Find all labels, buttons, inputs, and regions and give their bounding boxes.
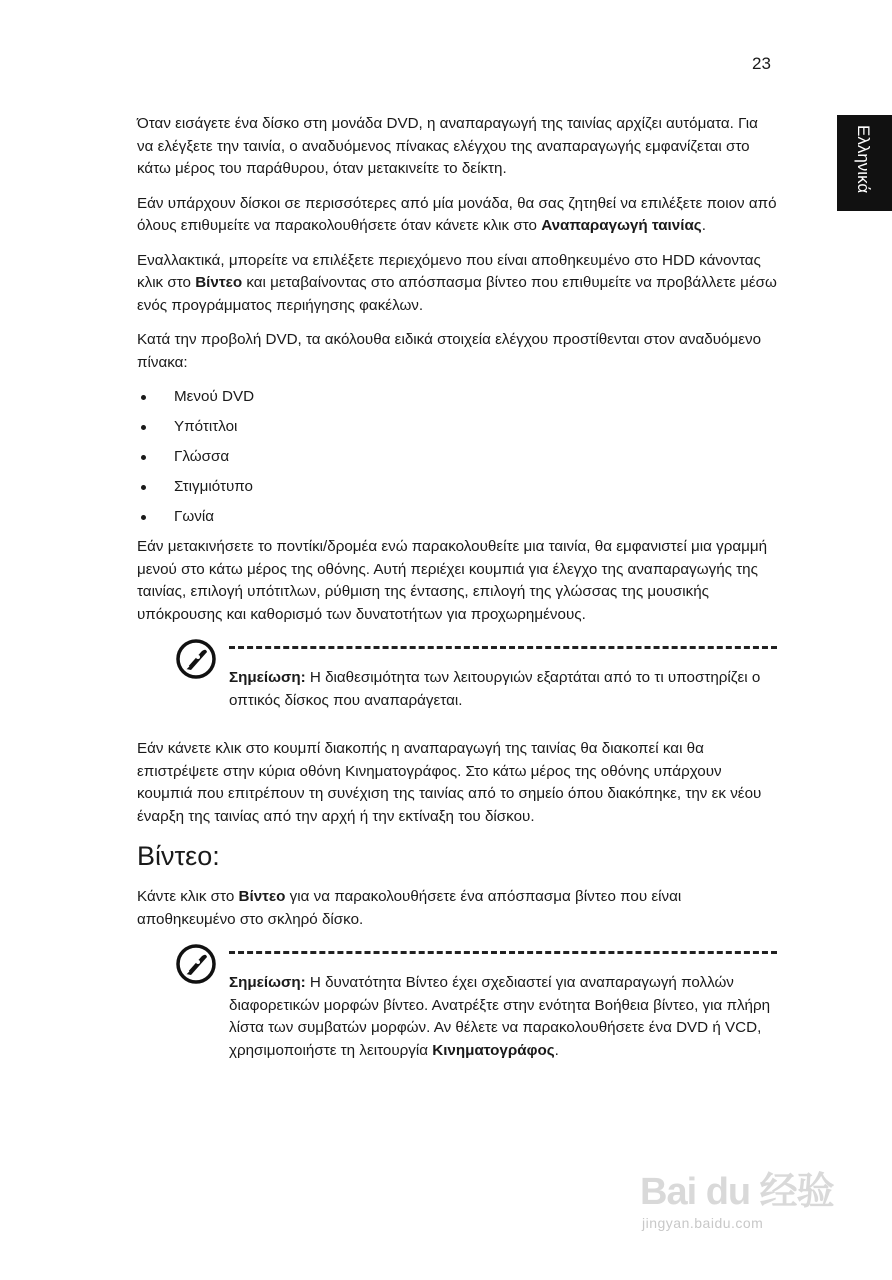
- text: Η δυνατότητα Βίντεο έχει σχεδιαστεί για αναπαραγωγή πολλών διαφορετικών μορφών βίντεο. Ανατρέξτε στην ενότητα Βοήθεια βίντεο, για πλήρη λίστα των συμβατών μορφών. Αν θέλετε να παρακολουθήσετε ένα DVD ή VCD, χρησιμοποιήστε τη λειτουργία: [229, 974, 771, 1059]
- paragraph: Εάν κάνετε κλικ στο κουμπί διακοπής η αναπαραγωγή της ταινίας θα διακοπεί και θα επιστρέψετε στην κύρια οθόνη Κινηματογράφος. Στο κάτω μέρος της οθόνης υπάρχουν κουμπιά που επιτρέπουν τη συνέχιση της ταινίας από το σημείο όπου διακόπηκε, την εκ νέου έναρξη της ταινίας από την αρχή ή την εκτίναξη του δίσκου.: [137, 740, 762, 825]
- language-tab: [837, 115, 892, 211]
- section-title: Βίντεο:: [137, 841, 220, 871]
- note-text: [229, 972, 774, 1062]
- note-pen-icon: [175, 638, 217, 680]
- note-pen-icon: [175, 943, 217, 985]
- controls-list: [137, 386, 777, 529]
- dashed-divider: [229, 951, 777, 954]
- text: .: [701, 217, 706, 234]
- note-text: [229, 667, 774, 712]
- paragraph: Κατά την προβολή DVD, τα ακόλουθα ειδικά στοιχεία ελέγχου προστίθενται στον αναδυόμενο πίνακα:: [137, 331, 762, 371]
- text: Εναλλακτικά, μπορείτε να επιλέξετε περιεχόμενο που είναι αποθηκευμένο στο HDD κάνοντας κλικ στο: [137, 251, 761, 291]
- bold-term: Βίντεο: [195, 274, 243, 291]
- text: και μεταβαίνοντας στο απόσπασμα βίντεο που επιθυμείτε να προβάλλετε μέσω ενός προγράμματος περιήγησης φακέλων.: [137, 274, 777, 314]
- text: Κάντε κλικ στο: [137, 888, 239, 905]
- list-item: Υπότιτλοι: [137, 416, 777, 439]
- paragraph: [137, 886, 777, 931]
- bold-term: Αναπαραγωγή ταινίας: [541, 217, 702, 234]
- watermark-url: jingyan.baidu.com: [642, 1215, 764, 1231]
- language-tab-label: Ελληνικά: [854, 125, 873, 194]
- list-item: Γλώσσα: [137, 446, 777, 469]
- note-label: Σημείωση:: [229, 669, 306, 686]
- bold-term: Βίντεο: [238, 888, 286, 905]
- paragraph: [137, 250, 777, 318]
- text: Εάν υπάρχουν δίσκοι σε περισσότερες από μία μονάδα, θα σας ζητηθεί να επιλέξετε ποιον από όλους επιθυμείτε να παρακολουθήσετε όταν κάνετε κλικ στο: [137, 194, 777, 234]
- note-label: Σημείωση:: [229, 974, 306, 991]
- text: Η διαθεσιμότητα των λειτουργιών εξαρτάται από το τι υποστηρίζει ο οπτικός δίσκος που αναπαράγεται.: [229, 669, 761, 709]
- text: για να παρακολουθήσετε ένα απόσπασμα βίντεο που είναι αποθηκευμένο στο σκληρό δίσκο.: [137, 888, 682, 928]
- list-item: Στιγμιότυπο: [137, 476, 777, 499]
- note-box: [137, 951, 777, 1062]
- page-number: 23: [752, 54, 771, 73]
- bold-term: Κινηματογράφος: [432, 1041, 555, 1059]
- list-item: Γωνία: [137, 506, 777, 529]
- paragraph: Εάν μετακινήσετε το ποντίκι/δρομέα ενώ παρακολουθείτε μια ταινία, θα εμφανιστεί μια γραμμή μενού στο κάτω μέρος της οθόνης. Αυτή περιέχει κουμπιά για έλεγχο της αναπαραγωγής της ταινίας, επιλογή υπότιτλων, ρύθμιση της έντασης, επιλογή της γλώσσας της μουσικής υπόκρουσης και καθορισμό των δυνατοτήτων για προχωρημένους.: [137, 538, 768, 623]
- watermark-logo: [640, 1130, 870, 1240]
- document-body: [137, 113, 777, 1088]
- list-item: Μενού DVD: [137, 386, 777, 409]
- paragraph: [137, 193, 777, 238]
- text: .: [554, 1041, 559, 1059]
- paragraph: Όταν εισάγετε ένα δίσκο στη μονάδα DVD, η αναπαραγωγή της ταινίας αρχίζει αυτόματα. Για να ελέγξετε την ταινία, ο αναδυόμενος πίνακας ελέγχου της αναπαραγωγής εμφανίζεται στο κάτω μέρος του παράθυρου, όταν μετακινείτε το δείκτη.: [137, 115, 758, 177]
- note-box: [137, 646, 777, 712]
- dashed-divider: [229, 646, 777, 649]
- watermark-brand: Bai du 经验: [640, 1171, 834, 1213]
